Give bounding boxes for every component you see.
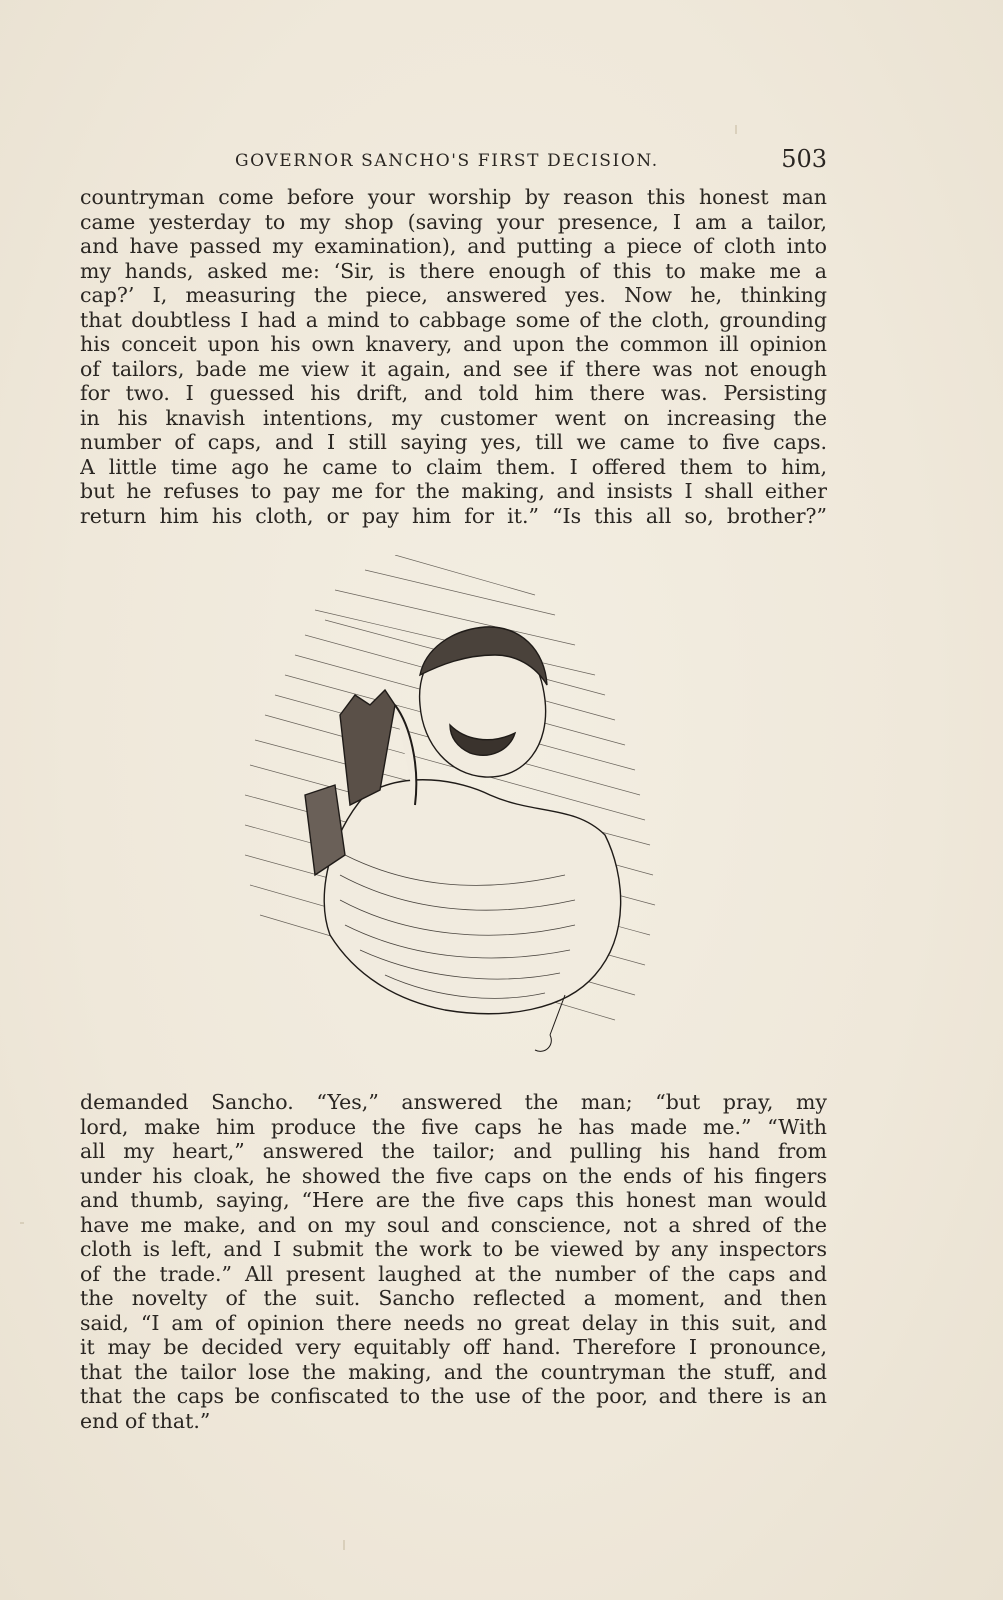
text-line: of the trade.” All present laughed at the number of the caps and [80,1261,827,1286]
text-line: but he refuses to pay me for the making, and insists I shall either [80,479,827,503]
text-line: have me make, and on my soul and conscience, not a shred of the [80,1212,827,1237]
text-line: return him his cloth, or pay him for it.” “Is this all so, brother?” [80,503,827,528]
text-line: end of that.” [80,1408,211,1433]
text-line: all my heart,” answered the tailor; and pulling his hand from [80,1139,827,1163]
running-head [80,145,827,185]
text-line: that doubtless I had a mind to cabbage some of the cloth, grounding [80,307,827,332]
text-line: his conceit upon his own knavery, and upon the common ill opinion [80,332,827,356]
text-line: demanded Sancho. “Yes,” answered the man; “but pray, my [80,1090,827,1114]
text-line: for two. I guessed his drift, and told him there was. Persisting [80,381,827,405]
running-title: GOVERNOR SANCHO'S FIRST DECISION. [235,151,659,171]
paper-speck [343,1540,345,1550]
text-line: cap?’ I, measuring the piece, answered yes. Now he, thinking [80,283,827,307]
text-line: and have passed my examination), and putting a piece of cloth into [80,234,827,258]
text-line: cloth is left, and I submit the work to be viewed by any inspectors [80,1237,827,1261]
text-line: came yesterday to my shop (saving your presence, I am a tailor, [80,209,827,234]
text-line: A little time ago he came to claim them. I offered them to him, [80,454,827,479]
text-line: of tailors, bade me view it again, and see if there was not enough [80,356,827,381]
tailor-cloak [324,780,620,1014]
text-line: it may be decided very equitably off hand. Therefore I pronounce, [80,1335,827,1359]
paper-speck [735,125,737,134]
tailor-engraving-image [245,555,665,1065]
text-line: said, “I am of opinion there needs no great delay in this suit, and [80,1310,827,1335]
text-line: that the tailor lose the making, and the countryman the stuff, and [80,1359,827,1384]
text-line: under his cloak, he showed the five caps on the ends of his fingers [80,1163,827,1188]
text-line: countryman come before your worship by reason this honest man [80,185,827,209]
text-line: my hands, asked me: ‘Sir, is there enough of this to make me a [80,258,827,283]
text-line: number of caps, and I still saying yes, till we came to five caps. [80,430,827,454]
text-line: that the caps be confiscated to the use of the poor, and there is an [80,1384,827,1408]
text-line: the novelty of the suit. Sancho reflected a moment, and then [80,1286,827,1310]
page-number: 503 [781,145,827,173]
text-line: in his knavish intentions, my customer went on increasing the [80,405,827,430]
paragraph-top [80,185,827,528]
paragraph-bottom [80,1090,827,1433]
tailor-illustration [245,555,665,1065]
text-line: and thumb, saying, “Here are the five caps this honest man would [80,1188,827,1212]
text-line: lord, make him produce the five caps he has made me.” “With [80,1114,827,1139]
tailor-figure [305,627,621,1014]
paper-speck [20,1222,24,1224]
